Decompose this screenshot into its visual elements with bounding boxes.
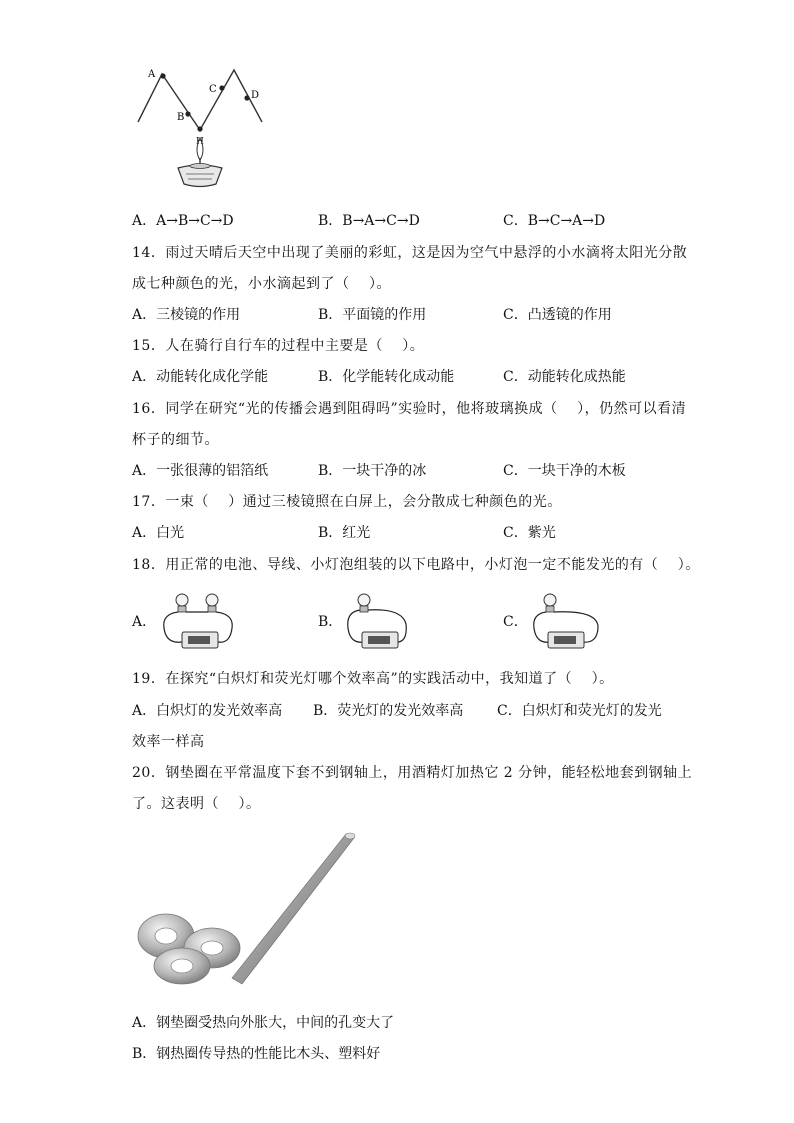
q20-washers-rod-image (134, 828, 360, 988)
q18-circuit-b (342, 588, 412, 650)
q20-option-b: B．钢热圈传导热的性能比木头、塑料好 (132, 1046, 381, 1062)
bulb-icon (544, 594, 556, 612)
q18-circuit-c (530, 588, 602, 650)
q18-option-b: B． (318, 614, 343, 630)
q19-option-b: B．荧光灯的发光效率高 (313, 703, 464, 719)
label-c: C (209, 84, 217, 95)
point-a-dot (160, 73, 165, 78)
q20-stem-line2: 了。这表明（ ）。 (132, 796, 261, 812)
q16-stem-line1: 16．同学在研究“光的传播会遇到阻碍吗”实验时，他将玻璃换成（ ），仍然可以看清 (132, 401, 687, 417)
point-b-dot (185, 111, 190, 116)
label-h: H (196, 137, 204, 147)
q14-stem-line1: 14．雨过天晴后天空中出现了美丽的彩虹，这是因为空气中悬浮的小水滴将太阳光分散 (132, 245, 688, 261)
q16-option-a: A．一张很薄的铝箔纸 (132, 463, 269, 479)
q19-option-a: A．白炽灯的发光效率高 (132, 703, 283, 719)
q19-option-c: C．白炽灯和荧光灯的发光 (497, 703, 662, 719)
q17-stem: 17．一束（ ）通过三棱镜照在白屏上，会分散成七种颜色的光。 (132, 494, 562, 510)
metal-rod-zigzag (138, 70, 262, 130)
q18-circuit-a (160, 588, 240, 650)
q14-option-c: C．凸透镜的作用 (503, 307, 612, 323)
q20-stem-line1: 20．钢垫圈在平常温度下套不到钢轴上，用酒精灯加热它 2 分钟，能轻松地套到钢轴上 (132, 765, 693, 781)
q13-option-a: A．A→B→C→D (132, 213, 234, 229)
point-h-dot (197, 126, 202, 131)
q15-option-b: B．化学能转化成动能 (318, 369, 455, 385)
bulb-icon (206, 594, 218, 612)
steel-rod-icon (232, 833, 355, 984)
q20-option-a: A．钢垫圈受热向外胀大，中间的孔变大了 (132, 1015, 395, 1031)
q16-stem-line2: 杯子的细节。 (132, 432, 219, 448)
q14-option-a: A．三棱镜的作用 (132, 307, 241, 323)
q13-figure (134, 62, 266, 192)
label-b: B (177, 112, 185, 123)
q15-option-c: C．动能转化成热能 (503, 369, 626, 385)
q13-option-c: C．B→C→A→D (503, 213, 606, 229)
washer-icon (154, 948, 210, 984)
q18-option-c: C． (503, 614, 528, 630)
q14-stem-line2: 成七种颜色的光，小水滴起到了（ ）。 (132, 276, 391, 292)
q15-stem: 15．人在骑行自行车的过程中主要是（ ）。 (132, 338, 425, 354)
q17-option-a: A．白光 (132, 525, 185, 541)
q17-option-b: B．红光 (318, 525, 371, 541)
q19-option-c-cont: 效率一样高 (132, 734, 205, 750)
q19-stem: 19．在探究“白炽灯和荧光灯哪个效率高”的实践活动中，我知道了（ ）。 (132, 671, 614, 687)
label-a: A (148, 69, 156, 80)
bulb-icon (358, 594, 370, 612)
battery-icon (548, 632, 584, 648)
q14-option-b: B．平面镜的作用 (318, 307, 427, 323)
q13-option-b: B．B→A→C→D (318, 213, 420, 229)
bulb-icon (176, 594, 188, 612)
q18-option-a: A． (132, 614, 157, 630)
q16-option-c: C．一块干净的木板 (503, 463, 626, 479)
battery-icon (362, 632, 398, 648)
q15-option-a: A．动能转化成化学能 (132, 369, 269, 385)
label-d: D (251, 90, 260, 101)
point-d-dot (244, 95, 249, 100)
q18-stem: 18．用正常的电池、导线、小灯泡组装的以下电路中，小灯泡一定不能发光的有（ ）。 (132, 557, 700, 573)
point-c-dot (219, 85, 224, 90)
q17-option-c: C．紫光 (503, 525, 556, 541)
battery-icon (182, 632, 218, 648)
q16-option-b: B．一块干净的冰 (318, 463, 427, 479)
